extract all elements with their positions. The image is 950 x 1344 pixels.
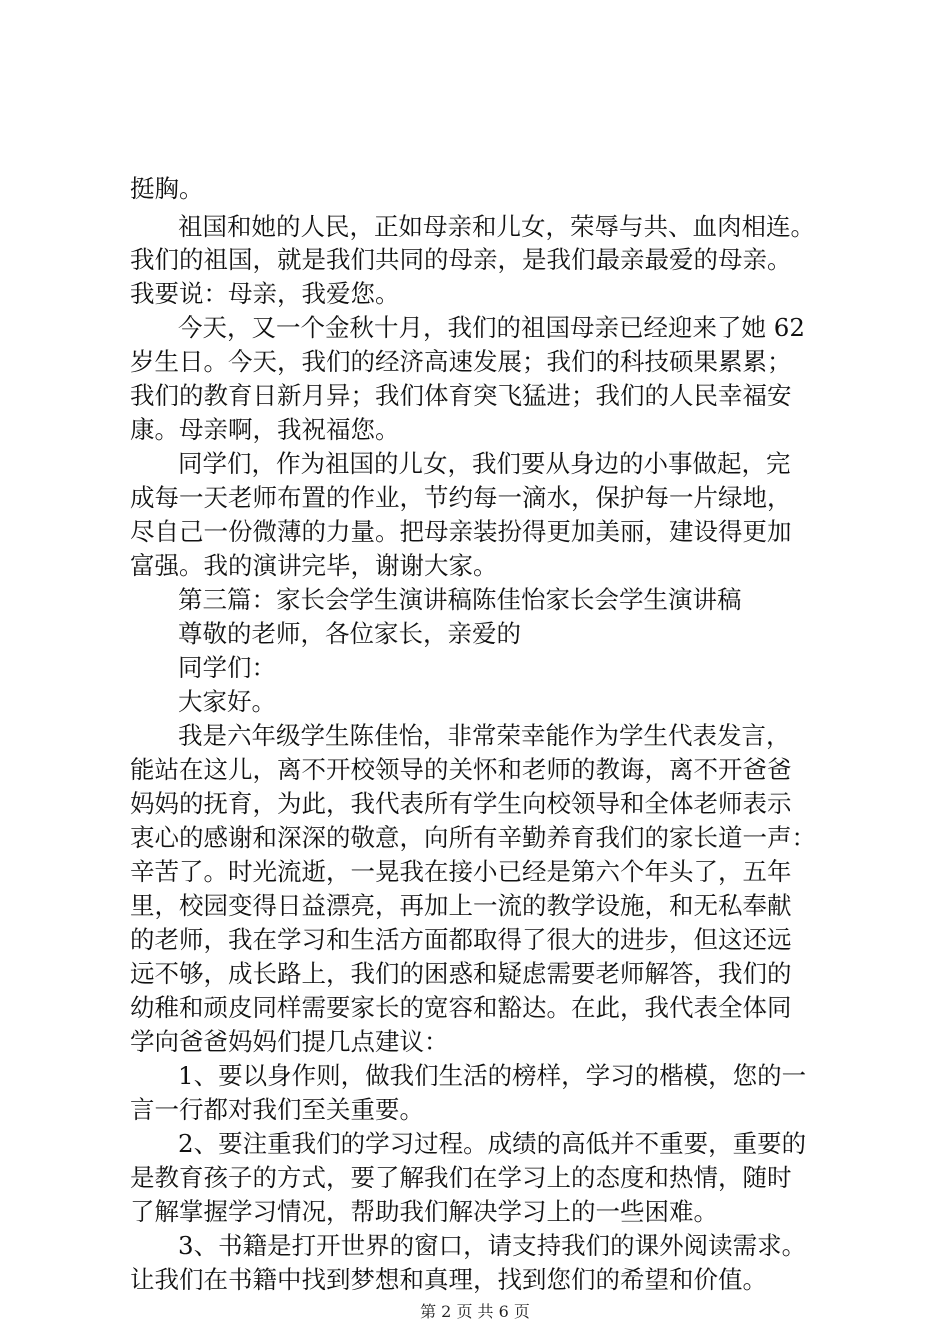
text-line: 同学们，作为祖国的儿女，我们要从身边的小事做起，完 xyxy=(178,449,791,478)
text-line: 1、要以身作则，做我们生活的榜样，学习的楷模，您的一 xyxy=(178,1061,807,1090)
page-number-footer: 第 2 页 共 6 页 xyxy=(420,1302,530,1321)
text-line: 衷心的感谢和深深的敬意，向所有辛勤养育我们的家长道一声： xyxy=(130,823,816,852)
text-line: 今天，又一个金秋十月，我们的祖国母亲已经迎来了她 62 xyxy=(178,313,805,342)
text-line: 里，校园变得日益漂亮，再加上一流的教学设施，和无私奉献 xyxy=(130,891,792,920)
text-line: 同学们： xyxy=(178,653,276,682)
text-line: 幼稚和顽皮同样需要家长的宽容和豁达。在此，我代表全体同 xyxy=(130,993,792,1022)
text-line: 祖国和她的人民，正如母亲和儿女，荣辱与共、血肉相连。 xyxy=(178,212,815,241)
text-line: 我是六年级学生陈佳怡，非常荣幸能作为学生代表发言， xyxy=(178,721,791,750)
section-heading: 第三篇：家长会学生演讲稿陈佳怡家长会学生演讲稿 xyxy=(178,585,742,614)
text-line: 我要说：母亲，我爱您。 xyxy=(130,279,400,308)
text-line: 成每一天老师布置的作业，节约每一滴水，保护每一片绿地， xyxy=(130,483,792,512)
text-line: 能站在这儿，离不开校领导的关怀和老师的教诲，离不开爸爸 xyxy=(130,755,792,784)
text-line: 辛苦了。时光流逝，一晃我在接小已经是第六个年头了，五年 xyxy=(130,857,792,886)
text-line: 远不够，成长路上，我们的困惑和疑虑需要老师解答，我们的 xyxy=(130,959,792,988)
text-line: 是教育孩子的方式，要了解我们在学习上的态度和热情，随时 xyxy=(130,1163,792,1192)
text-line: 挺胸。 xyxy=(130,174,204,203)
text-line: 尊敬的老师，各位家长，亲爱的 xyxy=(178,619,521,648)
text-line: 学向爸爸妈妈们提几点建议： xyxy=(130,1027,449,1056)
text-line: 富强。我的演讲完毕，谢谢大家。 xyxy=(130,551,498,580)
text-line: 3、书籍是打开世界的窗口，请支持我们的课外阅读需求。 xyxy=(178,1231,807,1260)
text-line: 言一行都对我们至关重要。 xyxy=(130,1095,424,1124)
text-line: 我们的教育日新月异；我们体育突飞猛进；我们的人民幸福安 xyxy=(130,381,792,410)
text-line: 尽自己一份微薄的力量。把母亲装扮得更加美丽，建设得更加 xyxy=(130,517,792,546)
text-line: 我们的祖国，就是我们共同的母亲，是我们最亲最爱的母亲。 xyxy=(130,245,792,274)
text-line: 了解掌握学习情况，帮助我们解决学习上的一些困难。 xyxy=(130,1197,718,1226)
text-line: 岁生日。今天，我们的经济高速发展；我们的科技硕果累累； xyxy=(130,347,792,376)
text-line: 康。母亲啊，我祝福您。 xyxy=(130,415,400,444)
text-line: 的老师，我在学习和生活方面都取得了很大的进步，但这还远 xyxy=(130,925,792,954)
text-line: 让我们在书籍中找到梦想和真理，找到您们的希望和价值。 xyxy=(130,1265,767,1294)
text-line: 妈妈的抚育，为此，我代表所有学生向校领导和全体老师表示 xyxy=(130,789,792,818)
text-line: 大家好。 xyxy=(178,687,276,716)
text-line: 2、要注重我们的学习过程。成绩的高低并不重要，重要的 xyxy=(178,1129,807,1158)
